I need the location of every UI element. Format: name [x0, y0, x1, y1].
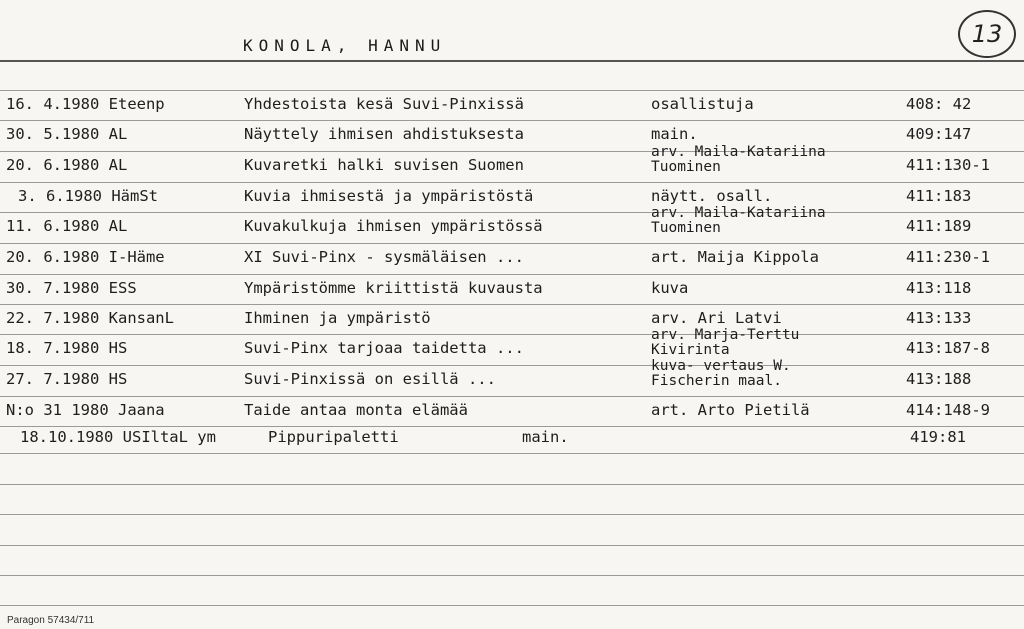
entry-reference: 413:118	[906, 279, 972, 297]
entry-date-source: 3. 6.1980 HämSt	[18, 187, 158, 205]
ruled-line	[0, 514, 1024, 515]
entry-date-source: 20. 6.1980 I-Häme	[6, 248, 165, 266]
entry-role: osallistuja	[651, 95, 754, 113]
entry-title: Näyttely ihmisen ahdistuksesta	[244, 125, 524, 143]
entry-role: arv. Maila-Katariina Tuominen	[651, 205, 826, 236]
entry-date-source: 11. 6.1980 AL	[6, 217, 128, 235]
entry-reference: 413:133	[906, 309, 972, 327]
ruled-line	[0, 575, 1024, 576]
entry-reference: 411:230-1	[906, 248, 990, 266]
entry-title: Kuvakulkuja ihmisen ympäristössä	[244, 217, 543, 235]
extra-entry-date-source: 18.10.1980 USIltaL ym	[20, 428, 216, 446]
entry-title: XI Suvi-Pinx - sysmäläisen ...	[244, 248, 524, 266]
ruled-line	[0, 484, 1024, 485]
entry-reference: 411:130-1	[906, 156, 990, 174]
entry-title: Ihminen ja ympäristö	[244, 309, 431, 327]
ruled-line	[0, 60, 1024, 62]
extra-entry-title: Pippuripaletti	[268, 428, 399, 446]
entry-date-source: N:o 31 1980 Jaana	[6, 401, 165, 419]
entry-reference: 413:188	[906, 370, 972, 388]
entry-role: arv. Marja-Terttu Kivirinta	[651, 327, 800, 358]
entry-row	[0, 304, 1024, 334]
entry-date-source: 16. 4.1980 Eteenp	[6, 95, 165, 113]
entry-reference: 413:187-8	[906, 339, 990, 357]
entry-reference: 409:147	[906, 125, 972, 143]
entry-row	[0, 358, 1024, 395]
entry-role: art. Maija Kippola	[651, 248, 819, 266]
entry-title: Taide antaa monta elämää	[244, 401, 468, 419]
ruled-line	[0, 453, 1024, 454]
entry-reference: 408: 42	[906, 95, 972, 113]
entry-date-source: 30. 7.1980 ESS	[6, 279, 137, 297]
entry-title: Ympäristömme kriittistä kuvausta	[244, 279, 543, 297]
entry-reference: 414:148-9	[906, 401, 990, 419]
entry-title: Suvi-Pinx tarjoaa taidetta ...	[244, 339, 524, 357]
extra-entry-reference: 419:81	[910, 428, 966, 446]
card-number-badge: 13	[958, 10, 1016, 58]
entry-date-source: 30. 5.1980 AL	[6, 125, 128, 143]
ruled-line	[0, 426, 1024, 427]
extra-entry-role: main.	[522, 428, 569, 446]
entry-row	[0, 182, 1024, 212]
entry-title: Kuvaretki halki suvisen Suomen	[244, 156, 524, 174]
card-name-heading: KONOLA, HANNU	[243, 36, 447, 55]
entry-row	[0, 90, 1024, 120]
entry-role: art. Arto Pietilä	[651, 401, 810, 419]
entry-title: Kuvia ihmisestä ja ympäristöstä	[244, 187, 534, 205]
entry-date-source: 22. 7.1980 KansanL	[6, 309, 174, 327]
entry-row	[0, 396, 1024, 426]
entry-title: Yhdestoista kesä Suvi-Pinxissä	[244, 95, 524, 113]
entry-row	[0, 327, 1024, 364]
entry-row	[0, 274, 1024, 304]
entry-role: kuva	[651, 279, 689, 297]
entry-reference: 411:189	[906, 217, 972, 235]
entry-date-source: 20. 6.1980 AL	[6, 156, 128, 174]
card-footer-print: Paragon 57434/711	[7, 615, 95, 626]
entry-title: Suvi-Pinxissä on esillä ...	[244, 370, 496, 388]
entry-role: näytt. osall.	[651, 187, 773, 205]
entry-row	[0, 205, 1024, 242]
entry-role: main.	[651, 125, 698, 143]
entry-row	[0, 120, 1024, 150]
entry-reference: 411:183	[906, 187, 972, 205]
entry-role: arv. Ari Latvi	[651, 309, 782, 327]
entry-row	[0, 243, 1024, 273]
entry-date-source: 18. 7.1980 HS	[6, 339, 128, 357]
entry-role: arv. Maila-Katariina Tuominen	[651, 144, 826, 175]
ruled-line	[0, 605, 1024, 606]
entry-row	[0, 144, 1024, 181]
ruled-line	[0, 545, 1024, 546]
entry-role: kuva- vertaus W. Fischerin maal.	[651, 358, 791, 389]
entry-date-source: 27. 7.1980 HS	[6, 370, 128, 388]
